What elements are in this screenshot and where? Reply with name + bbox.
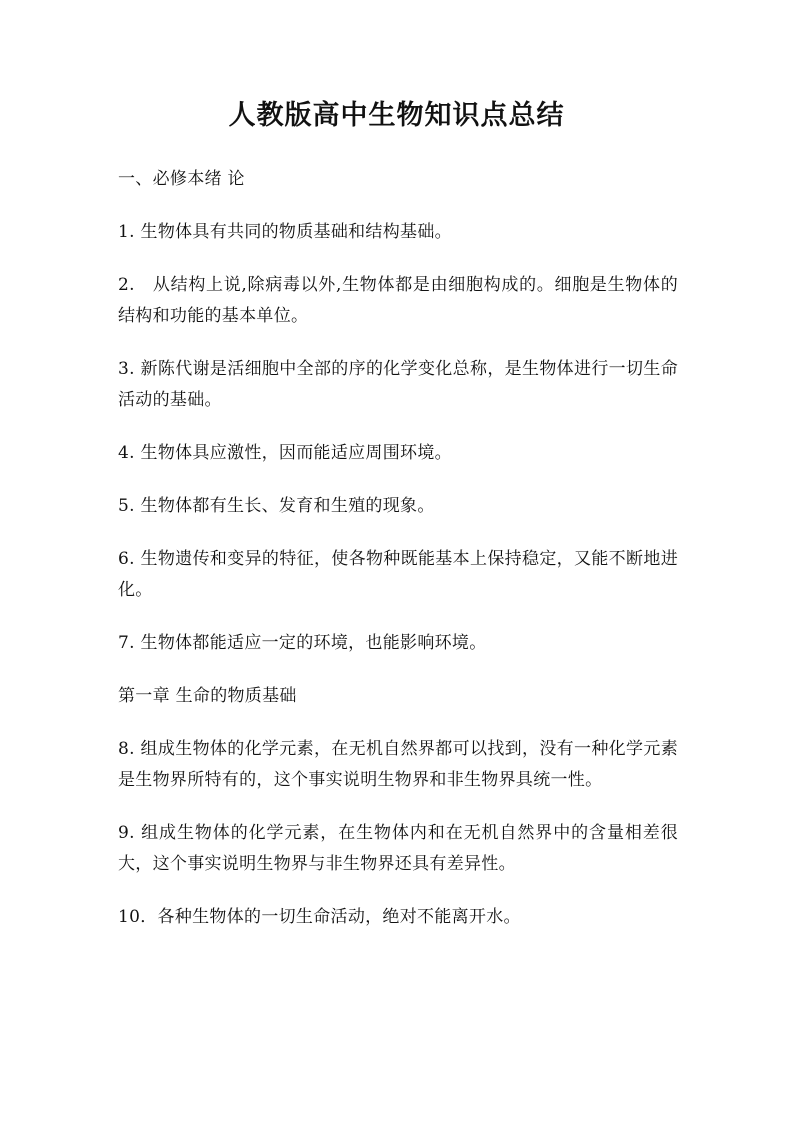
point-9: 9. 组成生物体的化学元素，在生物体内和在无机自然界中的含量相差很大，这个事实说明生物界与非生物界还具有差异性。	[118, 823, 678, 874]
point-5: 5. 生物体都有生长、发育和生殖的现象。	[118, 496, 435, 516]
point-4: 4. 生物体具应激性，因而能适应周围环境。	[118, 443, 452, 463]
point-6: 6. 生物遗传和变异的特征，使各物种既能基本上保持稳定，又能不断地进化。	[118, 549, 678, 600]
point-1: 1. 生物体具有共同的物质基础和结构基础。	[118, 222, 452, 242]
point-2: 2. 从结构上说,除病毒以外,生物体都是由细胞构成的。细胞是生物体的结构和功能的基本单位。	[118, 275, 678, 326]
point-3: 3. 新陈代谢是活细胞中全部的序的化学变化总称，是生物体进行一切生命活动的基础。	[118, 359, 678, 410]
section-heading-chapter-1: 第一章 生命的物质基础	[118, 686, 297, 706]
point-8: 8. 组成生物体的化学元素，在无机自然界都可以找到，没有一种化学元素是生物界所特有的，这个事实说明生物界和非生物界具统一性。	[118, 739, 678, 790]
section-heading-intro: 一、必修本绪 论	[118, 169, 245, 189]
document-body	[118, 164, 678, 955]
point-7: 7. 生物体都能适应一定的环境，也能影响环境。	[118, 633, 487, 653]
page-title: 人教版高中生物知识点总结	[228, 100, 565, 131]
point-10: 10．各种生物体的一切生命活动，绝对不能离开水。	[118, 907, 521, 927]
